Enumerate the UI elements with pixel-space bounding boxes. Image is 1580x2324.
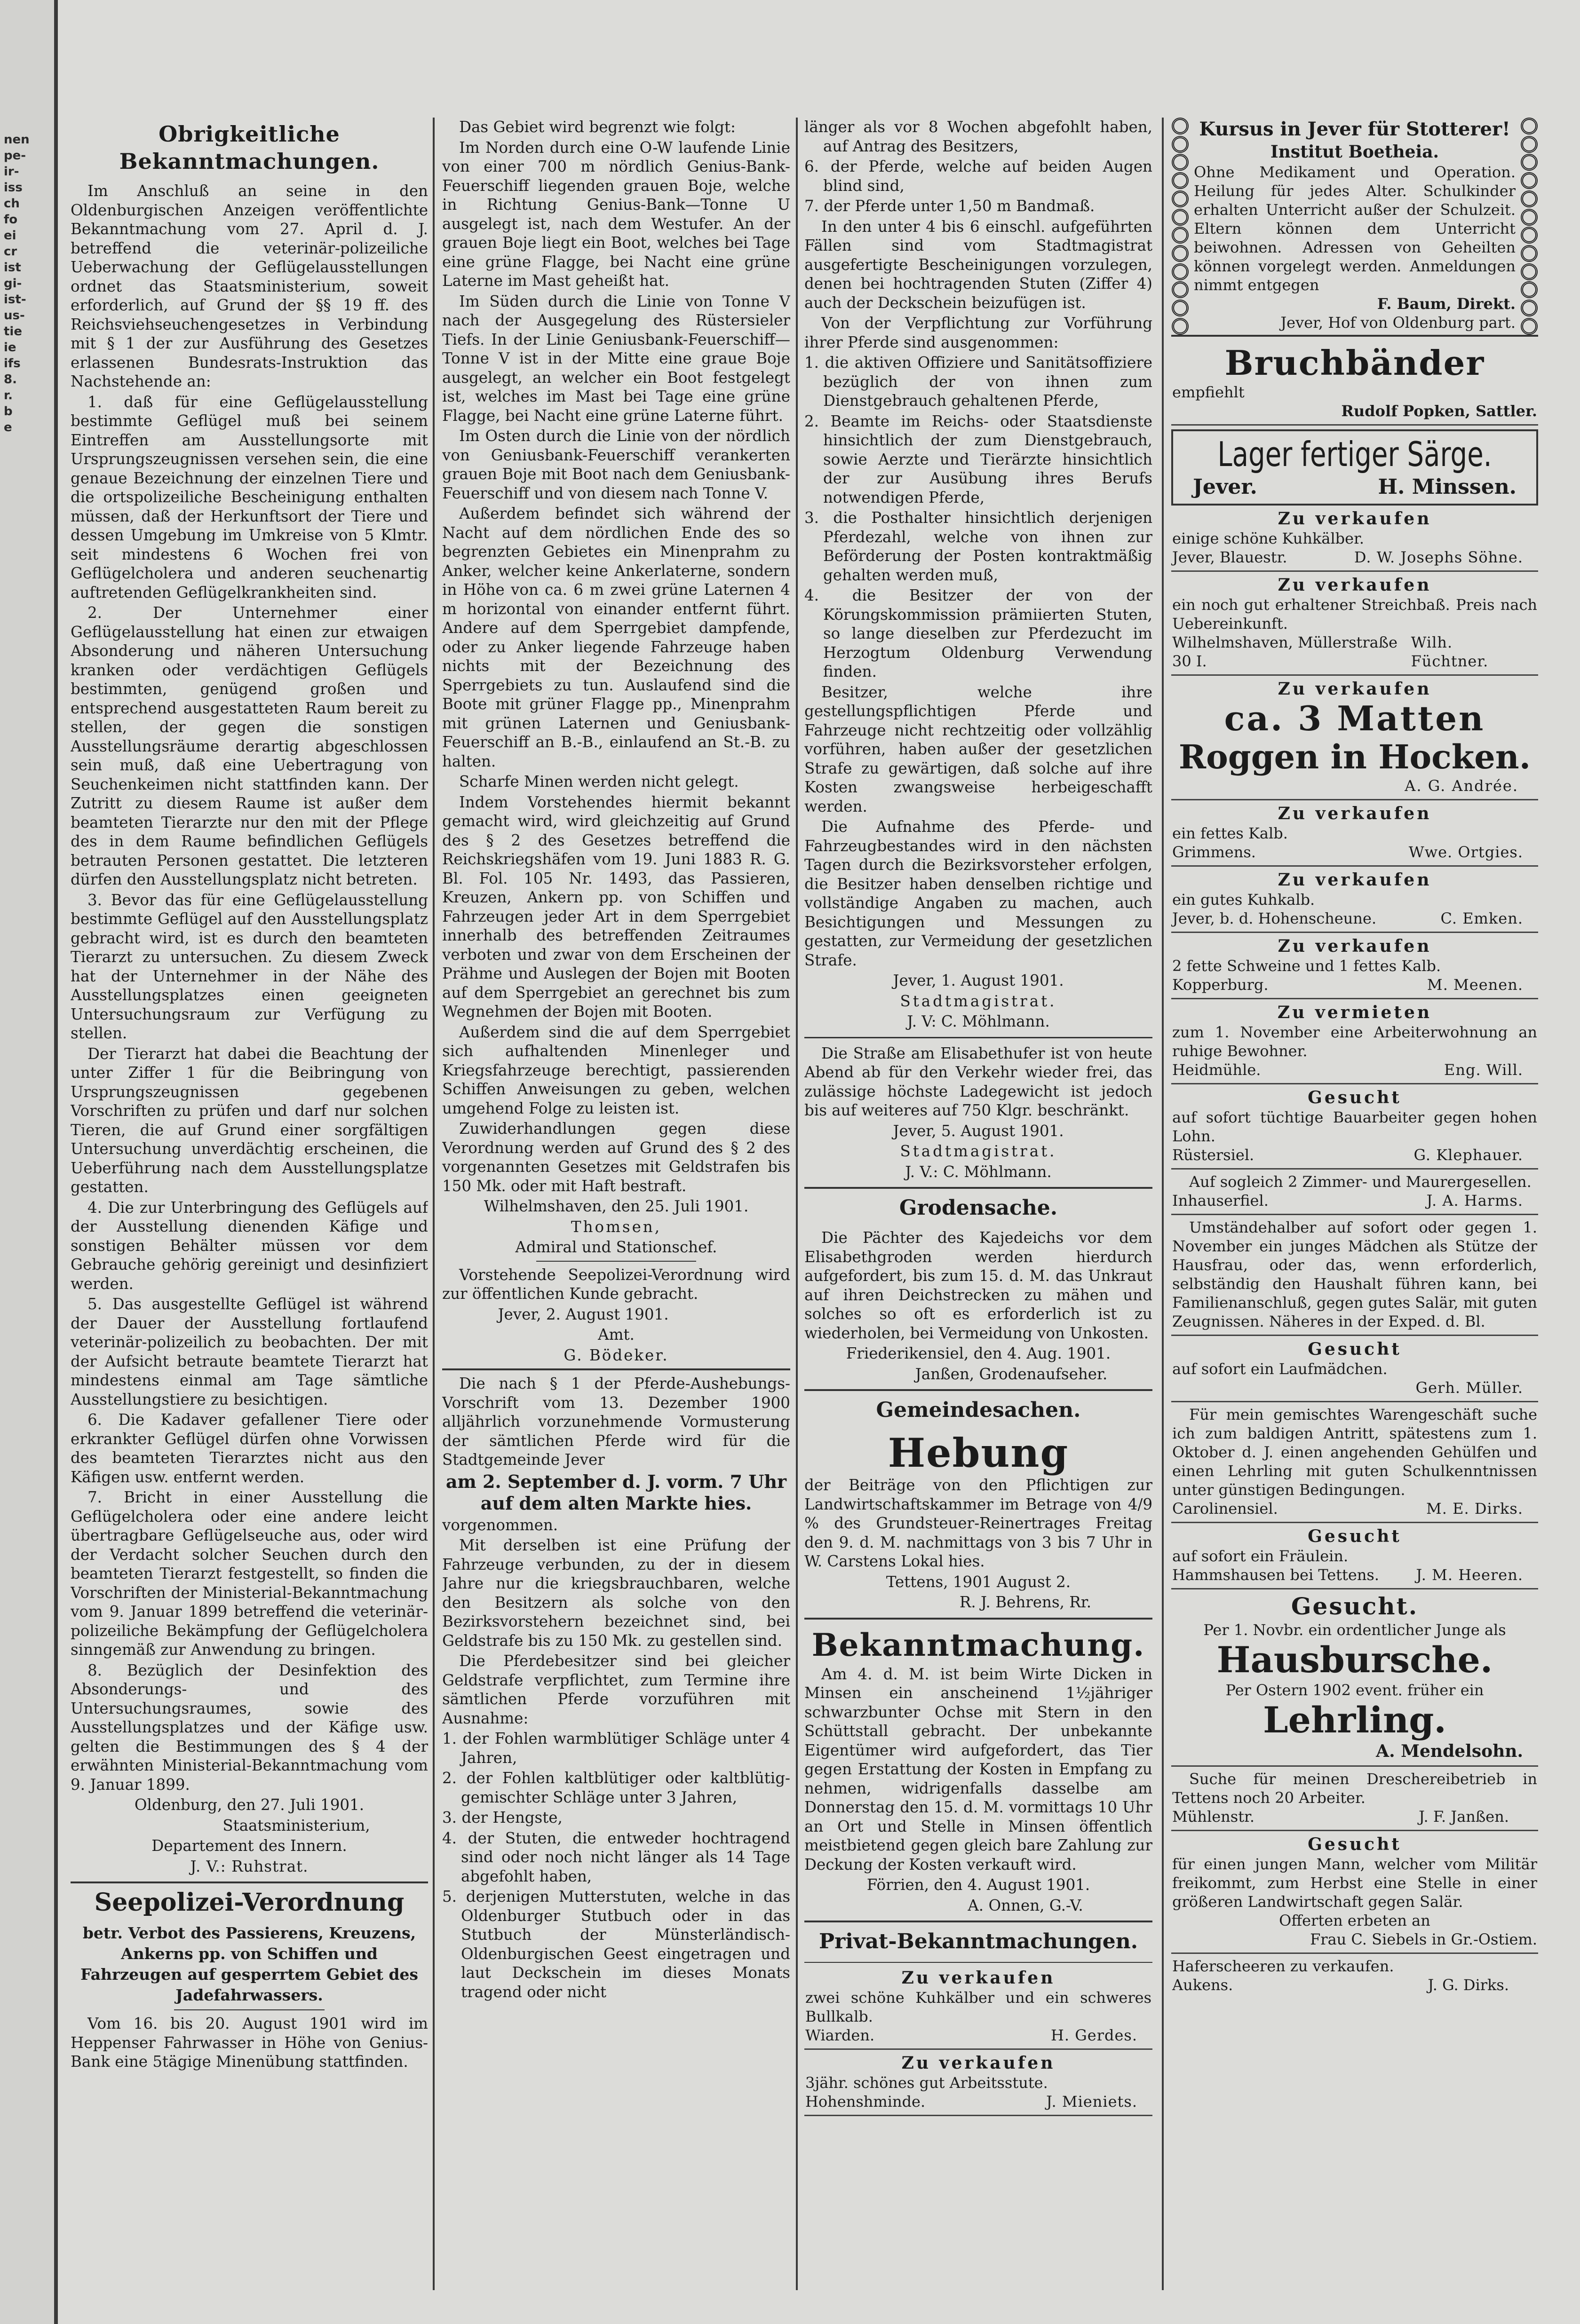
- signature: J. V: C. Möhlmann.: [907, 1012, 1050, 1030]
- mann-ad: [1171, 1831, 1538, 1954]
- exempt-list: [804, 353, 1152, 681]
- list-item: 2. der Fohlen kaltblütiger oder kaltblütig-gemischter Schläge unter 3 Jahren,: [442, 1769, 790, 1806]
- saerge-name: H. Minssen.: [1378, 475, 1516, 499]
- pferde-body: [442, 1536, 790, 1728]
- ornament-ring: [1172, 227, 1189, 244]
- hebung-date: Tettens, 1901 August 2.: [886, 1573, 1071, 1591]
- ad-text: einige schöne Kuhkälber.: [1172, 530, 1365, 547]
- ad-sign: [1172, 633, 1537, 671]
- paragraph: Im Anschluß an seine in den Oldenburgischen Anzeigen veröffentlichte Bekanntmachung vom 27. April d. J. betreffend die veterinär-polizeiliche Ueberwachung der Geflügelausstellungen ordnet das Staatsministerium, soweit erforderlich, auf Grund der §§ 19 ff. des Reichsviehseuchengesetzes in Verbindung mit § 1 der zur Ausführung des Gesetzes erlassenen Bundesrats-Instruktion das Nachstehende an:: [71, 182, 428, 390]
- dresch-text: Suche für meinen Dreschereibetrieb in Tettens noch 20 Arbeiter.: [1172, 1770, 1537, 1807]
- paragraph: Von der Verpflichtung zur Vorführung ihrer Pferde sind ausgenommen:: [804, 314, 1152, 351]
- hebung-text: der Beiträge von den Pflichtigen zur Landwirtschaftskammer im Betrage von 4/9 % des Grundsteuer-Reinertrages Freitag den 9. d. M. nachmittags von 3 bis 7 Uhr in W. Carstens Lokal hies.: [804, 1476, 1152, 1570]
- classified-ads: [1171, 506, 1538, 676]
- ornament-ring: [1172, 281, 1189, 298]
- dresch-sign: [1172, 1807, 1537, 1826]
- haus-head: Gesucht.: [1291, 1592, 1419, 1620]
- classified-ad: [1171, 506, 1538, 572]
- ad-name: C. Emken.: [1440, 909, 1523, 927]
- groden-sign: Janßen, Grodenaufseher.: [915, 1365, 1108, 1383]
- classified-ad: [1171, 1402, 1538, 1523]
- seepolizei-body: [442, 138, 790, 1196]
- ad-place: Wilhelmshaven, Müllerstraße 30 I.: [1172, 633, 1398, 670]
- previous-page-fragment: ist-: [4, 292, 26, 307]
- haus-big: Hausbursche.: [1216, 1639, 1493, 1681]
- ad-name: J. A. Harms.: [1426, 1192, 1523, 1209]
- ad-sign: [1172, 548, 1537, 567]
- official-notice-body: [71, 182, 428, 1794]
- groden-date: Friederikensiel, den 4. Aug. 1901.: [846, 1344, 1111, 1362]
- divider: [804, 1037, 1152, 1038]
- ad-place: Inhauserfiel.: [1172, 1192, 1269, 1209]
- ad-place: Hohenshminde.: [805, 2093, 926, 2111]
- paragraph: Die Pferdebesitzer sind bei gleicher Geldstrafe verpflichtet, zum Termine ihre sämtlichen Pferde vorzuführen mit Ausnahme:: [442, 1652, 790, 1727]
- roggen-big: Roggen in Hocken.: [1178, 737, 1531, 776]
- classified-ad: [1171, 572, 1538, 676]
- list-item: 4. der Stuten, die entweder hochtragend sind oder noch nicht länger als 14 Tage abgefohlt haben,: [442, 1829, 790, 1885]
- ad-head: Zu verkaufen: [901, 2053, 1056, 2073]
- pferde-body-continued: [804, 217, 1152, 352]
- bruch-sub: empfiehlt: [1172, 383, 1245, 401]
- lehrling-big: Lehrling.: [1263, 1699, 1446, 1741]
- stotterer-text: Ohne Medikament und Operation. Heilung für jedes Alter. Schulkinder erhalten Unterricht außer der Schulzeit. Eltern können dem Unterricht beiwohnen. Adressen von Geheilten können vorgelegt werden. Anmeldungen nimmt entgegen: [1194, 163, 1516, 294]
- dresch-place: Mühlenstr.: [1172, 1808, 1254, 1826]
- section-title-privat: Privat-Bekanntmachungen.: [818, 1929, 1138, 1953]
- ad-head: Zu verkaufen: [1278, 870, 1432, 890]
- section-title-groden: Grodensache.: [899, 1196, 1058, 1220]
- hebung-sign: R. J. Behrens, Rr.: [959, 1593, 1092, 1611]
- ad-place: Jever, Blauestr.: [1172, 548, 1287, 566]
- ornament-ring: [1521, 227, 1538, 244]
- ad-name: Eng. Will.: [1444, 1061, 1523, 1079]
- ornament-ring: [1172, 190, 1189, 207]
- ornament-ring: [1172, 172, 1189, 189]
- pferde-emphasis: am 2. September d. J. vorm. 7 Uhr auf dem alten Markte hies.: [445, 1470, 787, 1514]
- paragraph: Im Norden durch eine O-W laufende Linie von einer 700 m nördlich Genius-Bank-Feuerschiff liegenden grauen Boje, welche in Richtung Genius-Bank—Tonne U ausgelegt ist, nach dem Westufer. An der grauen Boje liegt ein Boot, welches bei Tage eine grüne Flagge, bei Nacht eine grüne Laterne im Mast geheißt hat.: [442, 138, 790, 290]
- ad-text: Auf sogleich 2 Zimmer- und Maurergesellen.: [1189, 1173, 1532, 1191]
- ornament-ring: [1521, 318, 1538, 335]
- ad-sign: [1172, 1060, 1537, 1079]
- bekanntmachung-sign: A. Onnen, G.-V.: [968, 1896, 1083, 1914]
- paragraph: 6. Die Kadaver gefallener Tiere oder erkrankter Geflügel dürfen ohne Vorwissen des beamteten Tierarztes nicht aus den Käfigen usw. entfernt werden.: [71, 1411, 428, 1486]
- section-title-official: Obrigkeitliche Bekanntmachungen.: [119, 121, 380, 174]
- mann-offer: Offerten erbeten an: [1279, 1912, 1430, 1929]
- classified-ad: [1171, 933, 1538, 999]
- mann-name: Frau C. Siebels in Gr.-Ostiem.: [1310, 1930, 1537, 1948]
- ad-place: Grimmens.: [1172, 843, 1256, 861]
- previous-page-fragment: ist: [4, 261, 21, 275]
- saerge-place: Jever.: [1193, 475, 1257, 499]
- bekanntmachung-title: Bekanntmachung.: [811, 1626, 1145, 1663]
- ad-sign: [1172, 1499, 1537, 1518]
- divider: [804, 1962, 1152, 1963]
- ornament-ring: [1521, 263, 1538, 280]
- divider: [804, 1187, 1152, 1189]
- previous-page-fragment: pe-: [4, 149, 26, 163]
- ornament-ring: [1172, 263, 1189, 280]
- bekanntmachung-date: Förrien, den 4. August 1901.: [866, 1876, 1090, 1894]
- ad-place: Wiarden.: [805, 2026, 875, 2044]
- column-2: [442, 118, 790, 2295]
- lehrling-name: A. Mendelsohn.: [1376, 1741, 1523, 1761]
- ad-text: zwei schöne Kuhkälber und ein schweres Bullkalb.: [805, 1989, 1151, 2025]
- pferde-notice-box: [442, 1368, 790, 2007]
- hausbursche-ad: [1171, 1589, 1538, 1767]
- strasse-text: Die Straße am Elisabethufer ist von heute Abend ab für den Verkehr wieder frei, das zulässige höchste Ladegewicht ist jedoch bis auf weiteres auf 750 Klgr. beschränkt.: [804, 1044, 1152, 1119]
- ad-text: ein fettes Kalb.: [1172, 824, 1288, 842]
- ad-name: H. Gerdes.: [1050, 2026, 1137, 2044]
- saerge-title: Lager fertiger Särge.: [1217, 435, 1492, 474]
- hafer-ad: [1171, 1954, 1538, 1998]
- hafer-sign: [1172, 1976, 1537, 1994]
- paragraph: In den unter 4 bis 6 einschl. aufgeführten Fällen sind vom Stadtmagistrat ausgefertigte Bescheinigungen vorzulegen, denen bei hochtragenden Stuten (Ziffer 4) auch der Deckschein beizufügen ist.: [804, 217, 1152, 312]
- paragraph: 4. Die zur Unterbringung des Geflügels auf der Ausstellung dienenden Käfige und sonstigen Behälter müssen vor dem Gebrauche gehörig gereinigt und desinfiziert werden.: [71, 1198, 428, 1293]
- ad-name: M. E. Dirks.: [1426, 1500, 1523, 1518]
- previous-page-fragment: tie: [4, 324, 22, 339]
- paragraph: 5. Das ausgestellte Geflügel ist während der Dauer der Ausstellung fortlaufend veterinär-polizeilich zu beobachten. Der mit der Aufsicht betraute beamtete Tierarzt hat mindestens einmal am Tage sämtliche Ausstellungstiere zu besichtigen.: [71, 1295, 428, 1408]
- classified-ad: [1171, 1084, 1538, 1170]
- pferde-text: vorgenommen.: [442, 1516, 558, 1534]
- ornament-ring: [1521, 136, 1538, 153]
- previous-page-fragment: r.: [4, 388, 13, 403]
- stotterer-address: Jever, Hof von Oldenburg part.: [1280, 314, 1516, 332]
- ornament-ring: [1521, 281, 1538, 298]
- previous-page-fragment: nen: [4, 133, 30, 147]
- ad-name: D. W. Josephs Söhne.: [1354, 548, 1523, 566]
- ad-place: Carolinensiel.: [1172, 1500, 1278, 1518]
- area-intro: Das Gebiet wird begrenzt wie folgt:: [459, 118, 736, 136]
- column-rule: [1162, 118, 1164, 2290]
- previous-page-fragment: e: [4, 420, 12, 435]
- previous-page-edge: [0, 0, 58, 2324]
- ad-head: Gesucht: [1308, 1339, 1402, 1359]
- ad-text: ein gutes Kuhkalb.: [1172, 891, 1315, 909]
- notice-sign: G. Bödeker.: [564, 1346, 669, 1364]
- list-item: 2. Beamte im Reichs- oder Staatsdienste hinsichtlich der zum Dienstgebrauch, sowie Aerzte und Tierärzte hinsichtlich der zur Ausübung ihres Berufs notwendigen Pferde,: [804, 412, 1152, 506]
- previous-page-fragment: b: [4, 404, 13, 419]
- authority: Staatsministerium,: [222, 1816, 370, 1834]
- ad-head: Zu verkaufen: [1278, 509, 1432, 529]
- ad-head: Gesucht: [1308, 1088, 1402, 1107]
- signature: J. V.: Ruhstrat.: [190, 1857, 309, 1875]
- paragraph: 7. Bricht in einer Ausstellung die Geflügelcholera oder eine andere leicht übertragbare Geflügelseuche aus, oder wird der Verdacht solcher Seuchen durch den beamteten Tierarzt festgestellt, so finden die Vorschriften der Ministerial-Bekanntmachung vom 9. Januar 1899 betreffend die veterinär-polizeiliche Bekämpfung der Geflügelcholera sinngemäß zur Anwendung zu bringen.: [71, 1488, 428, 1659]
- ornament-ring: [1172, 318, 1189, 335]
- roggen-name: A. G. Andrée.: [1405, 777, 1518, 795]
- ad-sign: [1172, 1565, 1537, 1584]
- notice-date: Jever, 2. August 1901.: [498, 1305, 669, 1323]
- ad-text: Umständehalber auf sofort oder gegen 1. November ein junges Mädchen als Stütze der Hausfrau, oder das, wenn erforderlich, selbständig den Haushalt führen kann, bei Familienanschluß, gegen gutes Salär, mit guten Zeugnissen. Näheres in der Exped. d. Bl.: [1172, 1218, 1537, 1330]
- seepolizei-subtitle: betr. Verbot des Passierens, Kreuzens, Ankerns pp. von Schiffen und Fahrzeugen auf gesperrtem Gebiet des Jadefahrwassers.: [80, 1924, 419, 2004]
- ad-head: Zu verkaufen: [1278, 936, 1432, 956]
- haus-text: Per 1. Novbr. ein ordentlicher Junge als: [1203, 1621, 1506, 1639]
- date-line: Jever, 5. August 1901.: [893, 1122, 1064, 1140]
- paragraph: Der Tierarzt hat dabei die Beachtung der unter Ziffer 1 für die Beibringung von Ursprungszeugnissen gegebenen Vorschriften zu prüfen und darf nur solchen Tieren, die auf Grund einer sorgfältigen Untersuchung unverdächtig erscheinen, die Ueberführung nach dem Ausstellungsplatze gestatten.: [71, 1044, 428, 1196]
- ad-head: Gesucht: [1308, 1834, 1402, 1854]
- saerge-ad: [1171, 429, 1538, 506]
- ad-head: Zu vermieten: [1277, 1003, 1432, 1022]
- classified-ads: [1171, 800, 1538, 1589]
- previous-page-fragment: ch: [4, 197, 20, 211]
- stotterer-institute: Institut Boetheia.: [1270, 142, 1439, 162]
- paragraph: Die Aufnahme des Pferde- und Fahrzeugbestandes wird in den nächsten Tagen durch die Bezirksvorsteher erfolgen, die Besitzer haben denselben richtige und vollständige Angaben zu machen, auch Besichtigungen und Messungen zu gestatten, zur Vermeidung der gesetzlichen Strafe.: [804, 818, 1152, 969]
- ornament-ring: [1521, 118, 1538, 134]
- previous-page-fragment: cr: [4, 245, 17, 259]
- private-ads: [804, 1965, 1152, 2116]
- seepolizei-text: Vom 16. bis 20. August 1901 wird im Heppenser Fahrwasser in Höhe von Genius-Bank eine 5tägige Minenübung stattfinden.: [71, 2015, 428, 2071]
- list-item: 6. der Pferde, welche auf beiden Augen blind sind,: [804, 158, 1152, 195]
- ad-text: 3jähr. schönes gut Arbeitsstute.: [805, 2074, 1048, 2092]
- bruch-name: Rudolf Popken, Sattler.: [1341, 402, 1537, 420]
- magistrate: Stadtmagistrat.: [900, 992, 1057, 1010]
- ad-sign: [1172, 1378, 1537, 1397]
- ad-head: Zu verkaufen: [1278, 804, 1432, 823]
- classified-ad: [1171, 1523, 1538, 1589]
- ad-text: ein noch gut erhaltener Streichbaß. Preis nach Uebereinkunft.: [1172, 596, 1537, 632]
- ad-text: zum 1. November eine Arbeiterwohnung an ruhige Bewohner.: [1172, 1023, 1537, 1060]
- hafer-text: Haferscheeren zu verkaufen.: [1172, 1957, 1394, 1975]
- hafer-place: Aukens.: [1172, 1976, 1233, 1994]
- ad-name: Gerh. Müller.: [1415, 1379, 1523, 1397]
- paragraph: Besitzer, welche ihre gestellungspflichtigen Pferde und Fahrzeuge nicht rechtzeitig oder vollzählig vorführen, haben außer der gesetzlichen Strafe zu gewärtigen, daß solche auf ihre Kosten zwangsweise herbeigeschafft werden.: [804, 683, 1152, 815]
- bruch-title: Bruchbänder: [1224, 343, 1485, 383]
- classified-ad: [1171, 999, 1538, 1084]
- list-item: 5. derjenigen Mutterstuten, welche in das Oldenburger Stutbuch oder in das Stutbuch der Münsterländisch-Oldenburgischen Geest eingetragen und laut Deckschein im dieses Monats tragend oder nicht: [442, 1888, 790, 2001]
- ornament-ring: [1172, 245, 1189, 262]
- paragraph: Indem Vorstehendes hiermit bekannt gemacht wird, wird gleichzeitig auf Grund des § 2 des Gesetzes betreffend die Reichskriegshäfen vom 19. Juni 1883 R. G. Bl. Fol. 105 Nr. 1493, das Passieren, Kreuzen, Ankern pp. von Schiffen und Fahrzeugen jeder Art in dem Sperrgebiet innerhalb des betreffenden Zeitraumes verboten und zwar von dem Erscheinen der Prähme und Auslegen der Bojen mit Booten auf dem Sperrgebiet an gerechnet bis zum Wegnehmen der Bojen mit Booten.: [442, 793, 790, 1020]
- mann-text: für einen jungen Mann, welcher vom Militär freikommt, zum Herbst eine Stelle in einer größeren Landwirtschaft gegen Salär.: [1172, 1855, 1537, 1911]
- ad-sign: [1172, 1146, 1537, 1164]
- ornament-ring: [1172, 118, 1189, 134]
- ad-place: Kopperburg.: [1172, 976, 1269, 994]
- notice-amt: Amt.: [598, 1326, 635, 1344]
- paragraph: Im Süden durch die Linie von Tonne V nach der Ausgegelung des Rüstersieler Tiefs. In der Linie Geniusbank-Feuerschiff—Tonne V ist in der Mitte eine graue Boje ausgelegt, an welcher ein Boot festgelegt ist, welches im Mast bei Tage eine grüne Flagge, bei Nacht eine grüne Laterne führt.: [442, 292, 790, 425]
- list-item: 4. die Besitzer der von der Körungskommission prämiierten Stuten, so lange dieselben zur Pferdezucht im Herzogtum Oldenburg Verwendung finden.: [804, 586, 1152, 680]
- saerge-sign: [1174, 474, 1535, 500]
- previous-page-fragment: 8.: [4, 372, 17, 387]
- paragraph: 8. Bezüglich der Desinfektion des Absonderungs- und des Untersuchungsraumes, sowie des Ausstellungsplatzes und der Käfige usw. gelten die Bestimmungen des § 4 der erwähnten Ministerial-Bekanntmachung vom 9. Januar 1899.: [71, 1661, 428, 1794]
- ornament-ring: [1521, 154, 1538, 171]
- list-item: 1. der Fohlen warmblütiger Schläge unter 4 Jahren,: [442, 1730, 790, 1767]
- ad-head: Zu verkaufen: [1278, 575, 1432, 595]
- column-3: [804, 118, 1152, 2295]
- pferde-list: [442, 1729, 790, 2001]
- divider: [536, 1261, 696, 1262]
- divider: [804, 1618, 1152, 1620]
- ad-name: Wilh. Füchtner.: [1411, 633, 1489, 670]
- paragraph: 1. daß für eine Geflügelausstellung bestimmte Geflügel muß bei seinem Eintreffen am Ausstellungsorte mit Ursprungszeugnissen versehen sein, die eine genaue Bezeichnung der einzelnen Tiere und die ortspolizeiliche Bescheinigung enthalten müssen, daß der Herkunftsort der Tiere und dessen Umgebung im Umkreise von 5 Klmtr. seit mindestens 6 Wochen frei von Geflügelcholera und anderen seuchenartig auftretenden Geflügelkrankheiten sind.: [71, 393, 428, 601]
- ad-text: auf sofort ein Fräulein.: [1172, 1547, 1349, 1565]
- ornament-ring: [1172, 154, 1189, 171]
- hebung-title: Hebung: [888, 1430, 1069, 1476]
- list-item: 3. die Posthalter hinsichtlich derjenigen Pferdezahl, welche von ihnen zur Beförderung der Posten kontraktmäßig gehalten werden muß,: [804, 509, 1152, 584]
- hafer-name: J. G. Dirks.: [1428, 1976, 1509, 1994]
- previous-page-fragment: ei: [4, 229, 16, 243]
- paragraph: Zuwiderhandlungen gegen diese Verordnung werden auf Grund des § 2 des vorgenannten Gesetzes mit Geldstrafen bis 150 Mk. oder mit Haft bestraft.: [442, 1120, 790, 1195]
- authority: Departement des Innern.: [151, 1837, 347, 1855]
- ornament-ring: [1172, 300, 1189, 316]
- ad-head: Gesucht: [1308, 1526, 1402, 1546]
- paragraph: Im Osten durch die Linie von der nördlich von Geniusbank-Feuerschiff verankerten grauen Boje mit Boot nach dem Geniusbank-Feuerschiff und von diesem nach Tonne V.: [442, 427, 790, 502]
- column-4: [1171, 118, 1538, 2295]
- bruch-ad: [1171, 340, 1538, 426]
- previous-page-fragment: fo: [4, 213, 18, 227]
- divider: [804, 1921, 1152, 1922]
- ad-name: G. Klephauer.: [1413, 1146, 1523, 1164]
- paragraph: Außerdem sind die auf dem Sperrgebiet sich aufhaltenden Minenleger und Kriegsfahrzeuge berechtigt, passierenden Schiffen Anweisungen zu geben, welchen umgehend Folge zu leisten ist.: [442, 1023, 790, 1117]
- stotterer-title: Kursus in Jever für Stotterer!: [1199, 118, 1510, 140]
- notice-text: Vorstehende Seepolizei-Verordnung wird zur öffentlichen Kunde gebracht.: [442, 1265, 790, 1303]
- ornament-ring: [1172, 209, 1189, 226]
- date-line: Wilhelmshaven, den 25. Juli 1901.: [484, 1197, 749, 1215]
- seepolizei-title: Seepolizei-Verordnung: [94, 1888, 405, 1917]
- previous-page-fragment: gi-: [4, 277, 22, 291]
- classified-ad: [1171, 800, 1538, 867]
- haus-text2: Per Ostern 1902 event. früher ein: [1225, 1681, 1484, 1699]
- date-line: Jever, 1. August 1901.: [893, 972, 1064, 989]
- signer: Thomsen,: [571, 1217, 662, 1236]
- pferde-body-continued: [804, 683, 1152, 970]
- list-item: 7. der Pferde unter 1,50 m Bandmaß.: [804, 197, 1095, 215]
- dresch-ad: [1171, 1767, 1538, 1831]
- ad-name: J. M. Heeren.: [1416, 1566, 1523, 1584]
- ad-name: Wwe. Ortgies.: [1408, 843, 1523, 861]
- ad-head: Zu verkaufen: [901, 1968, 1056, 1988]
- ornament-ring: [1521, 190, 1538, 207]
- classified-ad: [1171, 867, 1538, 933]
- ad-name: J. Mieniets.: [1046, 2093, 1137, 2111]
- paragraph: 3. Bevor das für eine Geflügelausstellung bestimmte Geflügel auf den Ausstellungsplatz gebracht wird, ist es durch den beamteten Tierarzt zu untersuchen. Zu diesem Zweck hat der Unternehmer in der Nähe des Ausstellungsplatzes einen geeigneten Untersuchungsraum zur Verfügung zu stellen.: [71, 891, 428, 1042]
- classified-ad: [804, 1965, 1152, 2050]
- date-line: Oldenburg, den 27. Juli 1901.: [134, 1796, 365, 1814]
- classified-ad: [1171, 1170, 1538, 1215]
- pferde-text: Die nach § 1 der Pferde-Aushebungs-Vorschrift vom 13. Dezember 1900 alljährlich vorzunehmende Vormusterung der sämtlichen Pferde wird für die Stadtgemeinde Jever: [442, 1375, 790, 1469]
- column-rule: [796, 118, 798, 2290]
- section-title-gemeinde: Gemeindesachen.: [876, 1398, 1081, 1422]
- ornament-ring: [1521, 209, 1538, 226]
- ad-sign: [805, 2092, 1151, 2111]
- dresch-name: J. F. Janßen.: [1419, 1808, 1509, 1826]
- previous-page-fragment: ie: [4, 340, 16, 355]
- classified-ad: [804, 2050, 1152, 2116]
- groden-text: Die Pächter des Kajedeichs vor dem Elisabethgroden werden hierdurch aufgefordert, bis zum 15. d. M. das Unkraut auf ihren Deichstrecken zu mähen und solches so oft es erforderlich ist zu wiederholen, bei Vermeidung von Unkosten.: [804, 1229, 1152, 1342]
- list-item: 1. die aktiven Offiziere und Sanitätsoffiziere bezüglich der von ihnen zum Dienstgebrauch gehaltenen Pferde,: [804, 354, 1152, 410]
- paragraph: Mit derselben ist eine Prüfung der Fahrzeuge verbunden, zu der in diesem Jahre nur die kriegsbrauchbaren, welche den Besitzern als solche von den Bezirksvorstehern bezeichnet sind, bei Geldstrafe bis zu 150 Mk. zu gestellen sind.: [442, 1536, 790, 1650]
- list-item: 3. der Hengste,: [442, 1809, 563, 1826]
- ad-text: Für mein gemischtes Warengeschäft suche ich zum baldigen Antritt, spätestens zum 1. Oktober d. J. einen angehenden Gehülfen und einen Lehrling mit guten Schulkenntnissen unter günstigen Bedingungen.: [1172, 1406, 1537, 1499]
- ad-place: Rüstersiel.: [1172, 1146, 1254, 1164]
- ornament-ring: [1521, 172, 1538, 189]
- classified-ad: [1171, 1215, 1538, 1336]
- classified-ad: [1171, 1336, 1538, 1402]
- signature: J. V.: C. Möhlmann.: [905, 1162, 1052, 1181]
- paragraph: Scharfe Minen werden nicht gelegt.: [459, 773, 739, 790]
- ad-sign: [1172, 1191, 1537, 1210]
- ad-name: M. Meenen.: [1427, 976, 1523, 994]
- ad-sign: [805, 2026, 1151, 2045]
- signer-title: Admiral und Stationschef.: [515, 1238, 717, 1256]
- stotterer-name: F. Baum, Direkt.: [1377, 295, 1516, 313]
- paragraph: 2. Der Unternehmer einer Geflügelausstellung hat einen zur etwaigen Absonderung und näheren Untersuchung kranken oder verdächtigen Geflügels bestimmten, genügend großen und entsprechend ausgestatteten Raum bereit zu stellen, der gegen die sonstigen Ausstellungsräume derartig abgeschlossen sein muß, daß eine Uebertragung von Seuchenkeimen nicht stattfinden kann. Der Zutritt zu diesem Raume ist außer dem beamteten Tierarzte nur den mit der Pflege des in dem Raume befindlichen Geflügels betrauten Personen gestattet. Die letzteren dürfen den Ausstellungsplatz nicht betreten.: [71, 604, 428, 888]
- divider: [804, 1389, 1152, 1391]
- ornament-ring: [1521, 300, 1538, 316]
- previous-page-fragment: us-: [4, 308, 25, 323]
- pferde-list-continued: [804, 118, 1152, 216]
- ad-text: auf sofort tüchtige Bauarbeiter gegen hohen Lohn.: [1172, 1108, 1537, 1145]
- column-1: [71, 118, 428, 2295]
- ad-head: Zu verkaufen: [1278, 679, 1432, 699]
- ad-sign: [1172, 975, 1537, 994]
- previous-page-fragment: iss: [4, 181, 23, 195]
- column-rule: [433, 118, 435, 2290]
- ornament-border-right: [1520, 118, 1538, 335]
- stotterer-ad: [1171, 118, 1538, 337]
- ornament-ring: [1172, 136, 1189, 153]
- magistrate: Stadtmagistrat.: [900, 1142, 1057, 1160]
- ornament-ring: [1521, 245, 1538, 262]
- divider: [174, 2009, 325, 2010]
- bekanntmachung-text: Am 4. d. M. ist beim Wirte Dicken in Minsen ein anscheinend 1½jähriger schwarzbunter Ochse mit Stern in den Schüttstall gebracht. Der unbekannte Eigentümer wird aufgefordert, das Tier gegen Erstattung der Kosten in Empfang zu nehmen, widrigenfalls dasselbe am Donnerstag den 15. d. M. vormittags 10 Uhr an Ort und Stelle in Minsen öffentlich meistbietend gegen gleich bare Zahlung zur Deckung der Kosten verkauft wird.: [804, 1665, 1152, 1873]
- list-item: länger als vor 8 Wochen abgefohlt haben, auf Antrag des Besitzers,: [804, 118, 1152, 155]
- divider: [71, 1881, 428, 1883]
- ad-place: Jever, b. d. Hohenscheune.: [1172, 909, 1377, 927]
- ad-text: auf sofort ein Laufmädchen.: [1172, 1360, 1388, 1378]
- ad-place: Heidmühle.: [1172, 1061, 1261, 1079]
- ornament-border-left: [1171, 118, 1189, 335]
- ad-sign: [1172, 909, 1537, 928]
- previous-page-fragment: ifs: [4, 356, 21, 371]
- ad-text: 2 fette Schweine und 1 fettes Kalb.: [1172, 957, 1441, 975]
- ad-sign: [1172, 843, 1537, 862]
- ad-place: Hammshausen bei Tettens.: [1172, 1566, 1380, 1584]
- paragraph: Außerdem befindet sich während der Nacht auf dem nördlichen Ende des so begrenzten Gebietes ein Minenprahm zu Anker, welcher keine Ankerlaterne, sondern in Höhe von ca. 6 m zwei grüne Laternen 4 m horizontal von einander entfernt führt. Andere auf dem Sperrgebiet dampfende, oder zu Anker liegende Fahrzeuge haben nichts mit der Bezeichnung des Sperrgebiets zu tun. Auslaufend sind die Boote mit grüner Flagge pp., Minenprahm mit grünen Laternen und Geniusbank-Feuerschiff an B.-B., einlaufend an St.-B. zu halten.: [442, 505, 790, 770]
- roggen-ad: [1171, 676, 1538, 800]
- previous-page-fragment: ir-: [4, 165, 19, 179]
- roggen-big: ca. 3 Matten: [1224, 698, 1485, 738]
